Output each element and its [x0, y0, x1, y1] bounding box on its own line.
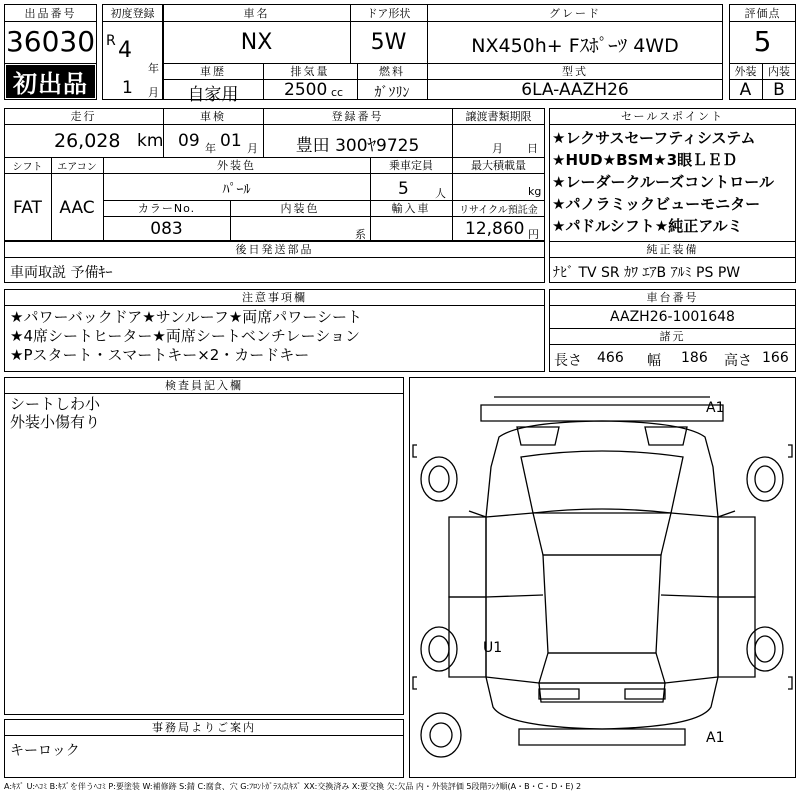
km-unit: km: [137, 131, 164, 151]
capacity-unit: 人: [435, 187, 446, 200]
damage-mark: A1: [706, 730, 725, 746]
interior-grade: B: [773, 80, 785, 100]
interior-grade-label: 内装: [768, 65, 790, 78]
series-unit: 系: [355, 228, 366, 241]
month-unit: 月: [148, 86, 159, 99]
import-label: 輸入車: [391, 202, 431, 215]
displacement-label: 排気量: [290, 65, 330, 78]
exterior-grade: A: [739, 80, 752, 100]
selling-point: ★HUD★BSM★3眼ＬＥＤ: [552, 151, 738, 169]
dimensions-label: 諸元: [659, 330, 686, 343]
wheel-icon: [747, 457, 783, 501]
damage-mark: U1: [483, 640, 503, 656]
caution-label: 注意事項欄: [242, 291, 307, 304]
caution-line: ★4席シートヒーター★両席シートベンチレーション: [10, 327, 360, 345]
office-notice-label: 事務局よりご案内: [152, 721, 256, 734]
inspection-year-unit: 年: [205, 142, 216, 155]
equipment-label: 純正装備: [646, 243, 699, 256]
width-label: 幅: [647, 353, 661, 369]
selling-point: ★パノラミックビューモニター: [552, 195, 761, 213]
caution-list: [10, 308, 545, 365]
color-no-label: カラーNo.: [137, 202, 196, 215]
inspection-label: 車検: [200, 110, 226, 123]
selling-point: ★レーダークルーズコントロール: [552, 173, 774, 191]
era: R: [106, 33, 116, 49]
mileage-label: 走行: [70, 110, 97, 123]
plate-number: 豊田 300ﾔ9725: [295, 136, 420, 156]
shift-label: シフト: [12, 161, 43, 173]
max-load-label: 最大積載量: [471, 159, 526, 172]
capacity-value: 5: [398, 179, 409, 199]
fuel-label: 燃料: [379, 65, 405, 78]
overall-score: 5: [753, 25, 772, 58]
inspection-year: 09: [178, 131, 200, 151]
inspector-notes-list: [10, 395, 100, 431]
deadline-day: 日: [527, 142, 538, 155]
inspector-notes-label: 検査員記入欄: [165, 379, 243, 392]
model-label: 型式: [562, 65, 588, 78]
model-code: 6LA-AAZH26: [521, 80, 629, 100]
deadline-month: 月: [492, 142, 503, 155]
door-type: 5W: [370, 30, 407, 55]
recycle-fee-label: リサイクル預託金: [459, 204, 538, 216]
wheel-icon: [421, 627, 457, 671]
aircon-label: エアコン: [57, 161, 97, 173]
caution-line: ★パワーバックドア★サンルーフ★両席パワーシート: [10, 308, 362, 326]
lot-number: 36030: [5, 25, 96, 58]
grade-label: グレード: [549, 6, 601, 20]
length-value: 466: [597, 350, 624, 366]
later-parts-value: 車両取説 予備ｷｰ: [10, 265, 113, 281]
car-damage-diagram: [409, 377, 796, 778]
grade: NX450h+ Fｽﾎﾟｰﾂ 4WD: [471, 35, 679, 57]
score-label: 評価点: [744, 6, 781, 20]
width-value: 186: [681, 350, 708, 366]
aircon-type: AAC: [59, 198, 95, 218]
chassis-number: AAZH26-1001648: [610, 309, 735, 325]
lot-number-label: 出品番号: [24, 6, 77, 20]
inspection-month: 01: [220, 131, 242, 151]
transfer-deadline-label: 譲渡書類期限: [465, 110, 532, 123]
mileage-value: 26,028: [54, 130, 121, 152]
selling-point: ★レクサスセーフティシステム: [552, 129, 756, 147]
height-value: 166: [762, 350, 789, 366]
first-listing-badge: 初出品: [6, 65, 95, 98]
year-unit: 年: [148, 62, 159, 75]
damage-legend: A:ｷｽﾞ U:ﾍｺﾐ B:ｷｽﾞを伴うﾍｺﾐ P:要塗装 W:補修跡 S:錆 C:腐食、穴 G:ﾌﾛﾝﾄｶﾞﾗｽ点ｷｽﾞ XX:交換済み X:要交換 欠:欠品 内・外装評価 5段階ﾗﾝｸ順(A・B・C・D・E) 2: [4, 782, 582, 791]
exterior-grade-label: 外装: [734, 65, 757, 78]
shift-type: FAT: [13, 198, 42, 218]
exterior-color: ﾊﾟｰﾙ: [222, 182, 251, 198]
length-label: 長さ: [554, 353, 582, 369]
wheel-icon: [421, 457, 457, 501]
reg-month: 1: [122, 78, 133, 98]
vehicle-history: 自家用: [187, 85, 239, 105]
yen-unit: 円: [528, 228, 539, 241]
recycle-fee: 12,860: [465, 219, 525, 239]
car-name-label: 車名: [243, 6, 270, 20]
selling-points-label: セールスポイント: [620, 110, 724, 123]
selling-points-list: [552, 127, 796, 237]
details-box: [4, 108, 545, 241]
inspector-note: シートしわ小: [10, 395, 101, 413]
history-label: 車歴: [200, 65, 226, 78]
selling-point: ★パドルシフト★純正アルミ: [552, 217, 743, 235]
interior-color-label: 内装色: [280, 202, 320, 215]
reg-year: 4: [118, 38, 132, 63]
height-label: 高さ: [724, 353, 752, 369]
office-notice-value: キーロック: [10, 743, 80, 759]
color-number: 083: [150, 219, 183, 239]
spare-wheel-icon: [421, 713, 461, 757]
displacement: 2500: [284, 80, 328, 100]
chassis-label: 車台番号: [646, 291, 699, 304]
first-registration-label: 初度登録: [110, 6, 155, 20]
equipment-value: ﾅﾋﾞ TV SR ｶﾜ ｴｱB ｱﾙﾐ PS PW: [553, 265, 741, 281]
fuel-type: ｶﾞｿﾘﾝ: [374, 85, 410, 101]
plate-label: 登録番号: [331, 110, 384, 123]
exterior-color-label: 外装色: [217, 159, 256, 172]
cc-unit: cc: [331, 86, 344, 99]
damage-mark: A1: [706, 400, 725, 416]
load-unit: kg: [528, 185, 542, 198]
caution-line: ★Pスタート・スマートキー×2・カードキー: [10, 346, 310, 364]
inspection-month-unit: 月: [247, 142, 258, 155]
door-type-label: ドア形状: [366, 6, 411, 20]
wheel-icon: [747, 627, 783, 671]
capacity-label: 乗車定員: [389, 159, 433, 172]
later-parts-label: 後日発送部品: [235, 243, 314, 256]
car-name: NX: [240, 30, 273, 55]
inspector-note: 外装小傷有り: [10, 413, 101, 431]
